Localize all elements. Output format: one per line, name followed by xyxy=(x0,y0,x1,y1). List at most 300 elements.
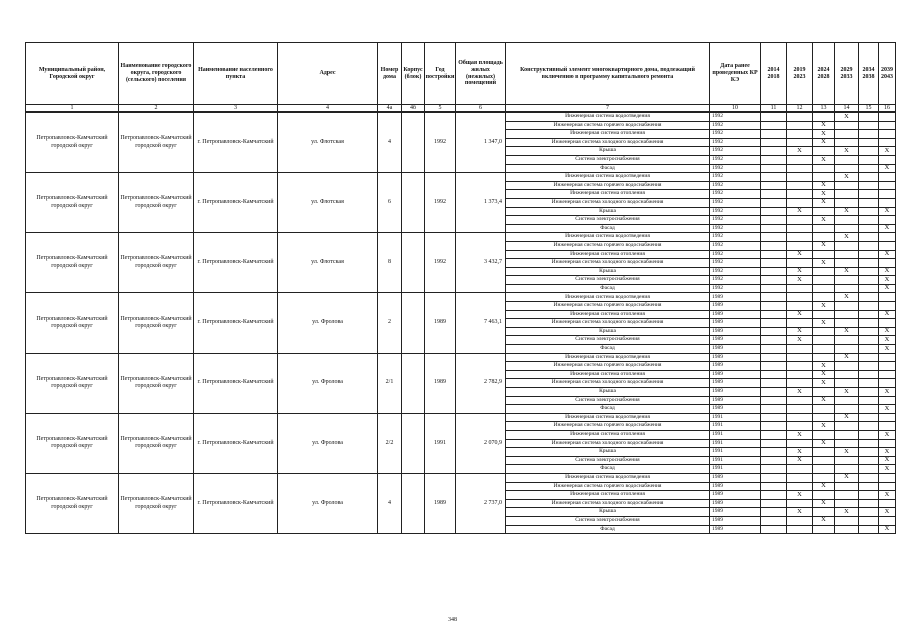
period-mark-cell xyxy=(835,284,859,293)
period-mark-cell xyxy=(761,388,787,397)
district-cell: Петропавловск-Камчатский городской округ xyxy=(26,353,119,413)
period-mark-cell xyxy=(787,190,813,199)
repair-date-cell: 1989 xyxy=(710,353,761,362)
period-mark-cell xyxy=(813,250,835,259)
period-mark-cell xyxy=(813,173,835,182)
period-mark-cell xyxy=(761,259,787,268)
element-cell: Инженерная система горячего водоснабжения xyxy=(506,181,710,190)
repair-date-cell: 1991 xyxy=(710,439,761,448)
period-mark-cell: X xyxy=(813,138,835,147)
period-mark-cell xyxy=(879,396,896,405)
period-mark-cell xyxy=(835,216,859,225)
period-mark-cell: X xyxy=(787,327,813,336)
period-mark-cell xyxy=(859,345,879,354)
repair-date-cell: 1991 xyxy=(710,430,761,439)
repair-date-cell: 1989 xyxy=(710,508,761,517)
period-mark-cell xyxy=(859,499,879,508)
area-cell: 7 463,1 xyxy=(456,293,506,353)
period-mark-cell xyxy=(859,508,879,517)
period-mark-cell: X xyxy=(787,388,813,397)
district-cell: Петропавловск-Камчатский городской округ xyxy=(26,112,119,173)
element-cell: Инженерная система холодного водоснабжения xyxy=(506,499,710,508)
period-mark-cell xyxy=(787,241,813,250)
repair-date-cell: 1989 xyxy=(710,473,761,482)
period-mark-cell xyxy=(879,181,896,190)
period-mark-cell xyxy=(879,130,896,139)
column-number: 4 xyxy=(278,105,378,113)
period-mark-cell: X xyxy=(835,267,859,276)
area-cell: 1 347,0 xyxy=(456,112,506,173)
block-cell xyxy=(402,353,425,413)
period-mark-cell xyxy=(787,353,813,362)
element-cell: Инженерная система холодного водоснабжения xyxy=(506,319,710,328)
period-mark-cell xyxy=(787,379,813,388)
table-row xyxy=(26,112,896,121)
block-cell xyxy=(402,473,425,533)
period-mark-cell: X xyxy=(813,302,835,311)
period-mark-cell xyxy=(761,181,787,190)
element-cell: Инженерная система горячего водоснабжения xyxy=(506,302,710,311)
period-mark-cell: X xyxy=(813,319,835,328)
period-mark-cell xyxy=(835,499,859,508)
element-cell: Инженерная система холодного водоснабжения xyxy=(506,379,710,388)
period-mark-cell xyxy=(761,130,787,139)
period-mark-cell xyxy=(835,130,859,139)
period-mark-cell xyxy=(761,293,787,302)
column-header: Дата ранее проведенных КР КЭ xyxy=(710,43,761,105)
district-cell: Петропавловск-Камчатский городской округ xyxy=(26,413,119,473)
period-mark-cell xyxy=(879,190,896,199)
period-mark-cell xyxy=(761,336,787,345)
repair-date-cell: 1992 xyxy=(710,267,761,276)
period-mark-cell xyxy=(835,379,859,388)
column-number: 4а xyxy=(378,105,402,113)
period-mark-cell: X xyxy=(813,241,835,250)
column-number: 7 xyxy=(506,105,710,113)
period-mark-cell xyxy=(859,233,879,242)
period-mark-cell xyxy=(859,353,879,362)
year-built-cell: 1989 xyxy=(425,353,456,413)
table-row xyxy=(26,353,896,362)
period-mark-cell: X xyxy=(787,508,813,517)
period-mark-cell xyxy=(787,413,813,422)
period-mark-cell: X xyxy=(813,198,835,207)
element-cell: Система электроснабжения xyxy=(506,336,710,345)
element-cell: Фасад xyxy=(506,224,710,233)
repair-date-cell: 1992 xyxy=(710,250,761,259)
column-header: Наименование населенного пункта xyxy=(194,43,278,105)
period-mark-cell: X xyxy=(813,121,835,130)
period-mark-cell xyxy=(787,121,813,130)
settlement-cell: Петропавловск-Камчатский городской округ xyxy=(119,293,194,353)
element-cell: Крыша xyxy=(506,448,710,457)
period-mark-cell xyxy=(813,284,835,293)
repair-date-cell: 1992 xyxy=(710,130,761,139)
district-cell: Петропавловск-Камчатский городской округ xyxy=(26,233,119,293)
period-mark-cell xyxy=(761,121,787,130)
period-mark-cell xyxy=(787,362,813,371)
period-mark-cell: X xyxy=(879,327,896,336)
area-cell: 2 070,9 xyxy=(456,413,506,473)
settlement-cell: Петропавловск-Камчатский городской округ xyxy=(119,473,194,533)
period-mark-cell: X xyxy=(835,388,859,397)
repair-date-cell: 1991 xyxy=(710,448,761,457)
element-cell: Инженерная система горячего водоснабжения xyxy=(506,422,710,431)
period-mark-cell xyxy=(859,482,879,491)
locality-cell: г. Петропавловск-Камчатский xyxy=(194,353,278,413)
period-mark-cell xyxy=(761,379,787,388)
period-mark-cell xyxy=(859,439,879,448)
period-mark-cell xyxy=(787,224,813,233)
house-number-cell: 4 xyxy=(378,112,402,173)
period-mark-cell xyxy=(859,413,879,422)
element-cell: Крыша xyxy=(506,207,710,216)
column-header: 2034 2038 xyxy=(859,43,879,105)
period-mark-cell xyxy=(859,362,879,371)
repair-date-cell: 1992 xyxy=(710,138,761,147)
period-mark-cell xyxy=(859,164,879,173)
repair-date-cell: 1989 xyxy=(710,405,761,414)
repair-date-cell: 1989 xyxy=(710,379,761,388)
period-mark-cell xyxy=(835,121,859,130)
year-built-cell: 1992 xyxy=(425,173,456,233)
period-mark-cell xyxy=(813,405,835,414)
address-cell: ул. Флотская xyxy=(278,112,378,173)
repair-date-cell: 1989 xyxy=(710,388,761,397)
period-mark-cell xyxy=(859,491,879,500)
period-mark-cell xyxy=(879,173,896,182)
period-mark-cell xyxy=(879,138,896,147)
element-cell: Система электроснабжения xyxy=(506,456,710,465)
repair-date-cell: 1992 xyxy=(710,112,761,121)
period-mark-cell: X xyxy=(835,327,859,336)
period-mark-cell xyxy=(787,181,813,190)
period-mark-cell xyxy=(859,430,879,439)
period-mark-cell: X xyxy=(813,181,835,190)
period-mark-cell xyxy=(761,473,787,482)
settlement-cell: Петропавловск-Камчатский городской округ xyxy=(119,112,194,173)
year-built-cell: 1989 xyxy=(425,293,456,353)
period-mark-cell xyxy=(859,284,879,293)
period-mark-cell: X xyxy=(879,491,896,500)
period-mark-cell: X xyxy=(813,190,835,199)
period-mark-cell xyxy=(761,439,787,448)
element-cell: Инженерная система отопления xyxy=(506,310,710,319)
period-mark-cell: X xyxy=(879,267,896,276)
table-row xyxy=(26,233,896,242)
period-mark-cell xyxy=(879,422,896,431)
period-mark-cell xyxy=(787,473,813,482)
settlement-cell: Петропавловск-Камчатский городской округ xyxy=(119,413,194,473)
period-mark-cell xyxy=(835,439,859,448)
locality-cell: г. Петропавловск-Камчатский xyxy=(194,233,278,293)
period-mark-cell xyxy=(835,319,859,328)
period-mark-cell xyxy=(835,302,859,311)
period-mark-cell: X xyxy=(813,370,835,379)
period-mark-cell xyxy=(813,491,835,500)
settlement-cell: Петропавловск-Камчатский городской округ xyxy=(119,233,194,293)
repair-date-cell: 1992 xyxy=(710,173,761,182)
column-number-row xyxy=(26,105,896,113)
element-cell: Инженерная система водоотведения xyxy=(506,413,710,422)
repair-date-cell: 1992 xyxy=(710,241,761,250)
period-mark-cell xyxy=(835,276,859,285)
period-mark-cell: X xyxy=(787,276,813,285)
period-mark-cell xyxy=(813,224,835,233)
period-mark-cell xyxy=(787,345,813,354)
repair-date-cell: 1992 xyxy=(710,284,761,293)
period-mark-cell xyxy=(813,525,835,534)
column-number: 15 xyxy=(859,105,879,113)
repair-date-cell: 1992 xyxy=(710,164,761,173)
period-mark-cell xyxy=(761,465,787,474)
period-mark-cell: X xyxy=(787,250,813,259)
period-mark-cell xyxy=(859,121,879,130)
period-mark-cell xyxy=(835,422,859,431)
period-mark-cell xyxy=(761,448,787,457)
period-mark-cell xyxy=(761,353,787,362)
column-header: Наименование городского округа, городского (сельского) поселения xyxy=(119,43,194,105)
period-mark-cell xyxy=(787,499,813,508)
period-mark-cell xyxy=(761,516,787,525)
period-mark-cell xyxy=(813,345,835,354)
period-mark-cell xyxy=(761,233,787,242)
repair-date-cell: 1989 xyxy=(710,525,761,534)
period-mark-cell: X xyxy=(813,516,835,525)
period-mark-cell xyxy=(813,207,835,216)
element-cell: Фасад xyxy=(506,525,710,534)
period-mark-cell xyxy=(835,198,859,207)
period-mark-cell xyxy=(859,516,879,525)
column-number: 3 xyxy=(194,105,278,113)
period-mark-cell: X xyxy=(835,413,859,422)
period-mark-cell: X xyxy=(813,155,835,164)
repair-date-cell: 1991 xyxy=(710,456,761,465)
element-cell: Фасад xyxy=(506,405,710,414)
block-cell xyxy=(402,233,425,293)
period-mark-cell xyxy=(813,112,835,121)
period-mark-cell: X xyxy=(787,267,813,276)
period-mark-cell xyxy=(761,362,787,371)
period-mark-cell xyxy=(761,155,787,164)
locality-cell: г. Петропавловск-Камчатский xyxy=(194,413,278,473)
period-mark-cell xyxy=(879,198,896,207)
period-mark-cell xyxy=(813,353,835,362)
period-mark-cell: X xyxy=(835,112,859,121)
period-mark-cell xyxy=(813,448,835,457)
period-mark-cell xyxy=(813,276,835,285)
period-mark-cell xyxy=(813,465,835,474)
period-mark-cell: X xyxy=(835,508,859,517)
period-mark-cell xyxy=(859,327,879,336)
period-mark-cell xyxy=(761,267,787,276)
period-mark-cell xyxy=(859,138,879,147)
period-mark-cell: X xyxy=(787,336,813,345)
element-cell: Крыша xyxy=(506,508,710,517)
document-page xyxy=(25,42,893,534)
period-mark-cell xyxy=(761,198,787,207)
period-mark-cell xyxy=(787,233,813,242)
period-mark-cell xyxy=(835,336,859,345)
period-mark-cell xyxy=(761,302,787,311)
period-mark-cell xyxy=(761,370,787,379)
period-mark-cell xyxy=(859,198,879,207)
period-mark-cell: X xyxy=(879,284,896,293)
period-mark-cell xyxy=(879,482,896,491)
column-number: 10 xyxy=(710,105,761,113)
column-number: 1 xyxy=(26,105,119,113)
period-mark-cell xyxy=(859,473,879,482)
period-mark-cell xyxy=(879,413,896,422)
period-mark-cell: X xyxy=(813,379,835,388)
period-mark-cell: X xyxy=(879,147,896,156)
period-mark-cell xyxy=(859,130,879,139)
element-cell: Крыша xyxy=(506,267,710,276)
period-mark-cell: X xyxy=(787,310,813,319)
period-mark-cell xyxy=(859,379,879,388)
period-mark-cell xyxy=(859,310,879,319)
period-mark-cell xyxy=(761,525,787,534)
column-header: 2019 2023 xyxy=(787,43,813,105)
settlement-cell: Петропавловск-Камчатский городской округ xyxy=(119,173,194,233)
period-mark-cell xyxy=(813,456,835,465)
element-cell: Инженерная система водоотведения xyxy=(506,293,710,302)
period-mark-cell xyxy=(761,224,787,233)
district-cell: Петропавловск-Камчатский городской округ xyxy=(26,293,119,353)
period-mark-cell: X xyxy=(813,396,835,405)
period-mark-cell xyxy=(787,284,813,293)
period-mark-cell: X xyxy=(879,250,896,259)
address-cell: ул. Фролова xyxy=(278,353,378,413)
column-number: 16 xyxy=(879,105,896,113)
period-mark-cell xyxy=(835,465,859,474)
period-mark-cell xyxy=(787,293,813,302)
period-mark-cell xyxy=(835,259,859,268)
period-mark-cell: X xyxy=(835,173,859,182)
locality-cell: г. Петропавловск-Камчатский xyxy=(194,293,278,353)
period-mark-cell xyxy=(761,413,787,422)
period-mark-cell xyxy=(835,310,859,319)
period-mark-cell xyxy=(761,422,787,431)
period-mark-cell xyxy=(761,138,787,147)
period-mark-cell xyxy=(761,190,787,199)
element-cell: Система электроснабжения xyxy=(506,396,710,405)
period-mark-cell: X xyxy=(787,147,813,156)
repair-date-cell: 1992 xyxy=(710,207,761,216)
period-mark-cell: X xyxy=(813,482,835,491)
repair-date-cell: 1989 xyxy=(710,370,761,379)
period-mark-cell xyxy=(761,491,787,500)
element-cell: Фасад xyxy=(506,465,710,474)
repair-date-cell: 1989 xyxy=(710,396,761,405)
period-mark-cell xyxy=(787,216,813,225)
period-mark-cell: X xyxy=(835,473,859,482)
period-mark-cell xyxy=(859,207,879,216)
period-mark-cell xyxy=(859,173,879,182)
period-mark-cell xyxy=(787,173,813,182)
period-mark-cell xyxy=(859,405,879,414)
period-mark-cell: X xyxy=(813,216,835,225)
period-mark-cell xyxy=(859,224,879,233)
period-mark-cell xyxy=(859,293,879,302)
period-mark-cell xyxy=(859,336,879,345)
element-cell: Фасад xyxy=(506,284,710,293)
repair-date-cell: 1992 xyxy=(710,259,761,268)
repair-date-cell: 1992 xyxy=(710,233,761,242)
period-mark-cell xyxy=(859,396,879,405)
period-mark-cell xyxy=(813,233,835,242)
period-mark-cell xyxy=(879,439,896,448)
period-mark-cell xyxy=(761,147,787,156)
period-mark-cell xyxy=(761,164,787,173)
repair-date-cell: 1989 xyxy=(710,319,761,328)
period-mark-cell xyxy=(787,319,813,328)
column-header: Общая площадь жилых (нежилых) помещений xyxy=(456,43,506,105)
period-mark-cell xyxy=(859,276,879,285)
district-cell: Петропавловск-Камчатский городской округ xyxy=(26,173,119,233)
period-mark-cell xyxy=(813,388,835,397)
period-mark-cell xyxy=(761,276,787,285)
period-mark-cell xyxy=(761,173,787,182)
locality-cell: г. Петропавловск-Камчатский xyxy=(194,112,278,173)
element-cell: Инженерная система горячего водоснабжения xyxy=(506,121,710,130)
period-mark-cell xyxy=(835,250,859,259)
period-mark-cell: X xyxy=(879,207,896,216)
element-cell: Инженерная система водоотведения xyxy=(506,473,710,482)
element-cell: Система электроснабжения xyxy=(506,155,710,164)
period-mark-cell xyxy=(787,482,813,491)
period-mark-cell xyxy=(761,430,787,439)
element-cell: Инженерная система холодного водоснабжения xyxy=(506,439,710,448)
period-mark-cell: X xyxy=(787,456,813,465)
period-mark-cell xyxy=(761,284,787,293)
repair-program-table xyxy=(25,42,896,534)
period-mark-cell xyxy=(761,241,787,250)
table-row xyxy=(26,293,896,302)
period-mark-cell xyxy=(835,190,859,199)
period-mark-cell: X xyxy=(879,508,896,517)
table-row xyxy=(26,173,896,182)
period-mark-cell xyxy=(813,430,835,439)
column-header: Адрес xyxy=(278,43,378,105)
period-mark-cell: X xyxy=(879,388,896,397)
element-cell: Фасад xyxy=(506,345,710,354)
period-mark-cell xyxy=(859,190,879,199)
period-mark-cell xyxy=(813,508,835,517)
period-mark-cell: X xyxy=(787,491,813,500)
column-number: 6 xyxy=(456,105,506,113)
repair-date-cell: 1989 xyxy=(710,491,761,500)
period-mark-cell xyxy=(879,121,896,130)
repair-date-cell: 1992 xyxy=(710,147,761,156)
table-row xyxy=(26,473,896,482)
period-mark-cell xyxy=(879,516,896,525)
period-mark-cell xyxy=(813,293,835,302)
element-cell: Система электроснабжения xyxy=(506,216,710,225)
period-mark-cell xyxy=(835,181,859,190)
repair-date-cell: 1989 xyxy=(710,302,761,311)
period-mark-cell xyxy=(787,112,813,121)
repair-date-cell: 1991 xyxy=(710,413,761,422)
period-mark-cell: X xyxy=(879,465,896,474)
period-mark-cell xyxy=(859,319,879,328)
house-number-cell: 2/1 xyxy=(378,353,402,413)
column-header: 2014 2018 xyxy=(761,43,787,105)
year-built-cell: 1992 xyxy=(425,112,456,173)
period-mark-cell xyxy=(879,241,896,250)
header-row xyxy=(26,43,896,105)
period-mark-cell xyxy=(859,422,879,431)
